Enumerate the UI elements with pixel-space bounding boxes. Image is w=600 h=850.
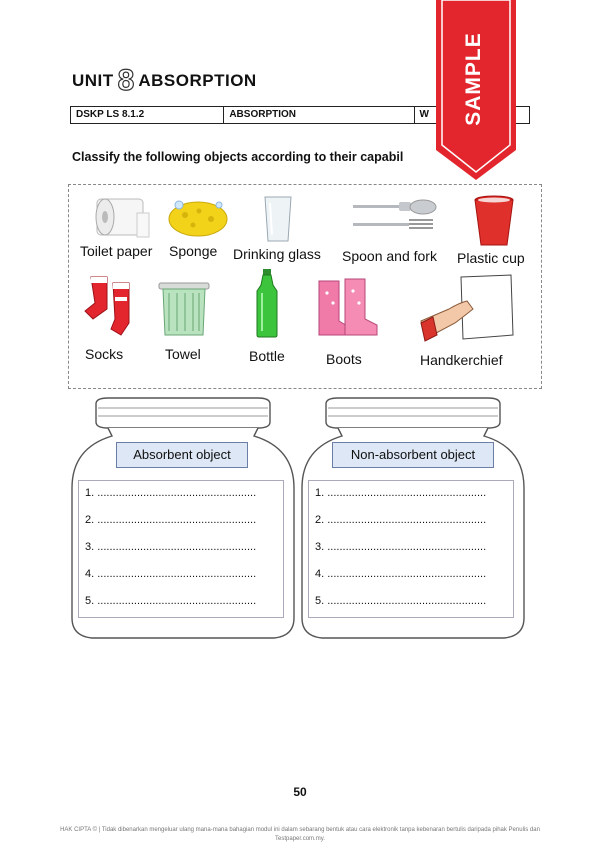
sponge-icon [167,197,229,239]
unit-label: UNIT [72,71,114,90]
copyright-notice: HAK CIPTA © | Tidak dibenarkan mengeluar ulang mana-mana bahagian modul ini dalam sebarang bentuk atau cara elektronik tanpa kebenaran bertulis daripada pihak Penulis dan Testpaper.com.my. [60,827,540,842]
objects-box [68,184,542,389]
unit-number: 8 [117,64,135,97]
absorbent-heading: Absorbent object [116,442,248,468]
absorbent-line-3[interactable]: 3. .................................................... [85,541,257,553]
object-label-plastic-cup: Plastic cup [457,250,525,266]
non-absorbent-heading: Non-absorbent object [332,442,494,468]
sample-ribbon-text: SAMPLE [462,32,486,126]
object-label-boots: Boots [326,351,362,367]
non-absorbent-list [308,480,514,618]
spoon-fork-icon [351,197,437,235]
object-label-toilet-paper: Toilet paper [80,243,153,259]
absorbent-line-5[interactable]: 5. .................................................... [85,595,257,607]
absorbent-list [78,480,284,618]
unit-title-row [72,66,257,96]
object-label-towel: Towel [165,346,201,362]
absorbent-line-4[interactable]: 4. .................................................... [85,568,257,580]
page-number: 50 [293,785,307,799]
handkerchief-icon [419,273,515,343]
unit-title: ABSORPTION [138,71,257,90]
sample-ribbon-label [454,24,494,134]
object-label-drinking-glass: Drinking glass [233,246,321,262]
object-label-handkerchief: Handkerchief [420,352,503,368]
object-label-bottle: Bottle [249,348,285,364]
non-absorbent-line-1[interactable]: 1. .................................................... [315,487,487,499]
non-absorbent-line-2[interactable]: 2. .................................................... [315,514,487,526]
bottle-icon [253,269,281,339]
extra-cell: W [419,109,429,120]
non-absorbent-line-4[interactable]: 4. .................................................... [315,568,487,580]
towel-icon [155,279,213,339]
non-absorbent-line-5[interactable]: 5. .................................................... [315,595,487,607]
absorbent-line-1[interactable]: 1. .................................................... [85,487,257,499]
toilet-paper-icon [91,193,151,241]
plastic-cup-icon [473,195,515,247]
socks-icon [81,273,141,339]
topic-cell: ABSORPTION [224,107,414,123]
non-absorbent-line-3[interactable]: 3. .................................................... [315,541,487,553]
object-label-socks: Socks [85,346,124,362]
instruction-text: Classify the following objects according to their capabil [72,150,404,164]
boots-icon [315,277,379,339]
drinking-glass-icon [261,195,295,243]
absorbent-jar [68,396,298,641]
dskp-code: DSKP LS 8.1.2 [71,107,224,123]
absorbent-line-2[interactable]: 2. .................................................... [85,514,257,526]
object-label-spoon-fork: Spoon and fork [342,248,437,264]
object-label-sponge: Sponge [169,243,218,259]
non-absorbent-jar [298,396,528,641]
